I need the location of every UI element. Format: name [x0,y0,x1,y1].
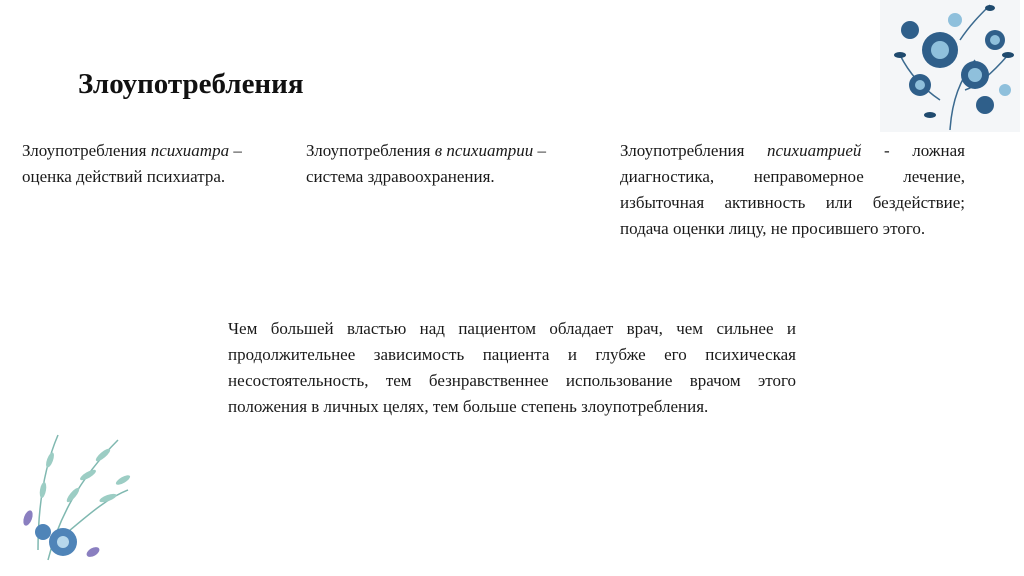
slide-title: Злоупотребления [78,68,304,100]
definition-lead: Злоупотребления [306,141,435,160]
definition-psychiatrist [22,138,287,190]
definition-rest: – оценка действий психиатра. [22,141,242,186]
definition-lead: Злоупотребления [620,141,768,160]
definition-by-psychiatry [620,138,965,242]
definition-lead: Злоупотребления [22,141,151,160]
definition-rest: - ложная диагностика, неправомерное лечение, избыточная активность или бездействие; подача оценки лицу, не просившего этого. [620,141,965,238]
definition-emphasis: психиатра [150,141,230,160]
definition-emphasis: в психиатрии [434,141,534,160]
definition-in-psychiatry [306,138,596,190]
flower-bouquet-icon [880,0,1020,132]
quote-paragraph: Чем большей властью над пациентом обладает врач, чем сильнее и продолжительнее зависимость пациента и глубже его психическая несостоятельность, тем безнравственнее использование врачом этого положения в личных целях, тем больше степень злоупотребления. [228,319,796,416]
definition-emphasis: психиатрией [767,141,862,160]
definition-rest: – система здравоохранения. [306,141,546,186]
flower-leaves-icon [8,420,138,570]
